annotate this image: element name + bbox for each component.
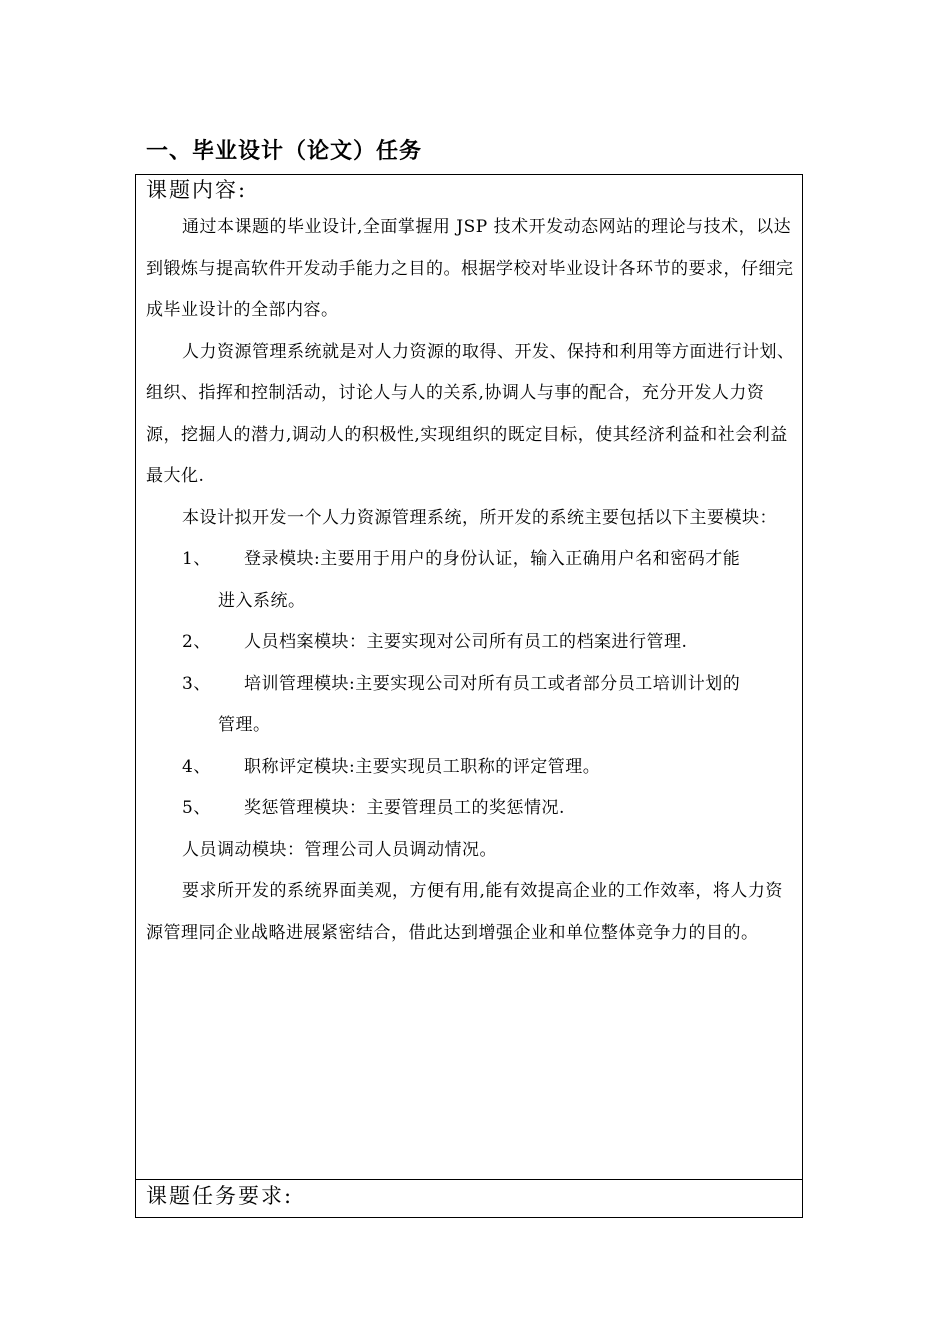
module-number: 4、 [182,756,211,777]
table-divider [136,1179,802,1180]
transfer-module-line: 人员调动模块：管理公司人员调动情况。 [182,839,497,860]
task-table [135,174,803,1218]
module-item [182,747,798,789]
module-text: 登录模块:主要用于用户的身份认证，输入正确用户名和密码才能 [244,549,741,569]
module-text: 职称评定模块:主要实现员工职称的评定管理。 [244,756,601,777]
module-item [182,622,798,664]
content-body [146,207,798,954]
paragraph-goal: 通过本课题的毕业设计,全面掌握用 JSP 技术开发动态网站的理论与技术，以达到锻炼与提高软件开发动手能力之目的。根据学校对毕业设计各环节的要求，仔细完成毕业设计的全部内容。 [146,217,794,320]
module-text: 奖惩管理模块：主要管理员工的奖惩情况. [244,798,565,818]
requirements-label: 课题任务要求: [146,1184,294,1208]
module-number: 5、 [182,798,211,818]
paragraph-hrm-definition: 人力资源管理系统就是对人力资源的取得、开发、保持和利用等方面进行计划、组织、指挥和控制活动，讨论人与人的关系,协调人与事的配合，充分开发人力资源，挖掘人的潜力,调动人的积极性,实现组织的既定目标，使其经济利益和社会利益最大化. [146,341,795,486]
content-label: 课题内容: [146,178,248,202]
module-number: 3、 [182,673,211,694]
module-number: 2、 [182,632,211,652]
module-text-continued: 进入系统。 [218,590,306,611]
module-text-continued: 管理。 [218,715,271,735]
module-number: 1、 [182,549,211,569]
module-text: 人员档案模块：主要实现对公司所有员工的档案进行管理. [244,632,688,652]
paragraph-closing: 要求所开发的系统界面美观，方便有用,能有效提高企业的工作效率，将人力资源管理同企业战略进展紧密结合，借此达到增强企业和单位整体竞争力的目的。 [146,881,783,943]
module-item [182,539,798,622]
module-item [182,664,798,747]
module-text: 培训管理模块:主要实现公司对所有员工或者部分员工培训计划的 [244,673,741,694]
paragraph-modules-intro: 本设计拟开发一个人力资源管理系统，所开发的系统主要包括以下主要模块： [182,507,777,528]
module-item [182,788,798,830]
section-heading: 一、毕业设计（论文）任务 [146,139,423,164]
